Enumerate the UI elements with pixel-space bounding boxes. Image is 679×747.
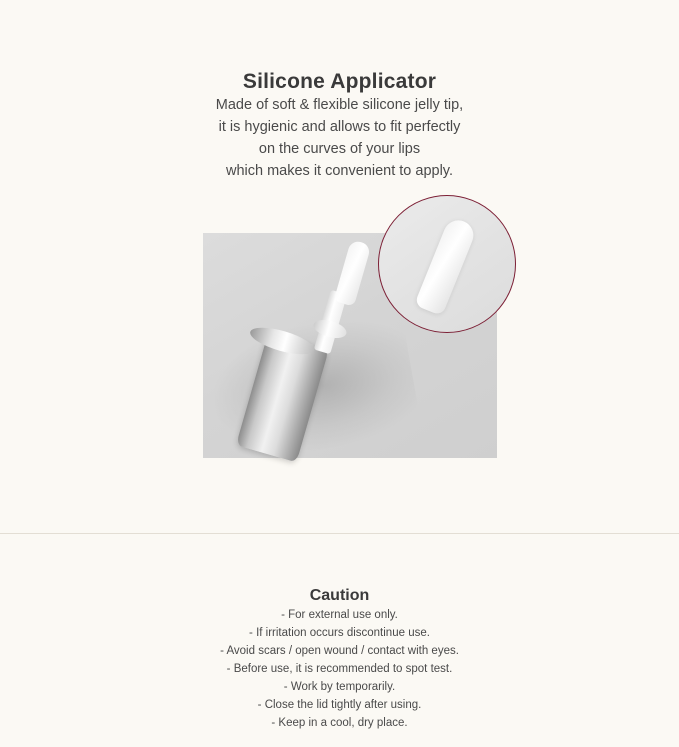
magnified-silicone-tip	[414, 216, 478, 316]
caution-section	[0, 534, 679, 747]
list-item: - Close the lid tightly after using.	[257, 699, 422, 711]
applicator-description-line-3: on the curves of your lips	[258, 141, 421, 157]
list-item: - Avoid scars / open wound / contact with eyes.	[220, 645, 459, 657]
list-item: - Before use, it is recommended to spot test.	[226, 663, 453, 675]
list-item: - For external use only.	[281, 609, 398, 621]
applicator-description-line-4: which makes it convenient to apply.	[225, 163, 453, 179]
list-item: - Work by temporarily.	[283, 681, 396, 693]
caution-title: Caution	[309, 587, 370, 605]
applicator-description-line-2: it is hygienic and allows to fit perfectly	[218, 119, 461, 135]
applicator-description	[0, 94, 679, 182]
applicator-title: Silicone Applicator	[242, 70, 437, 94]
applicator-description-line-1: Made of soft & flexible silicone jelly tip,	[215, 97, 464, 113]
list-item: - If irritation occurs discontinue use.	[249, 627, 430, 639]
magnifier-circle-icon	[378, 195, 516, 333]
list-item: - Keep in a cool, dry place.	[271, 717, 408, 729]
caution-list	[0, 606, 679, 732]
